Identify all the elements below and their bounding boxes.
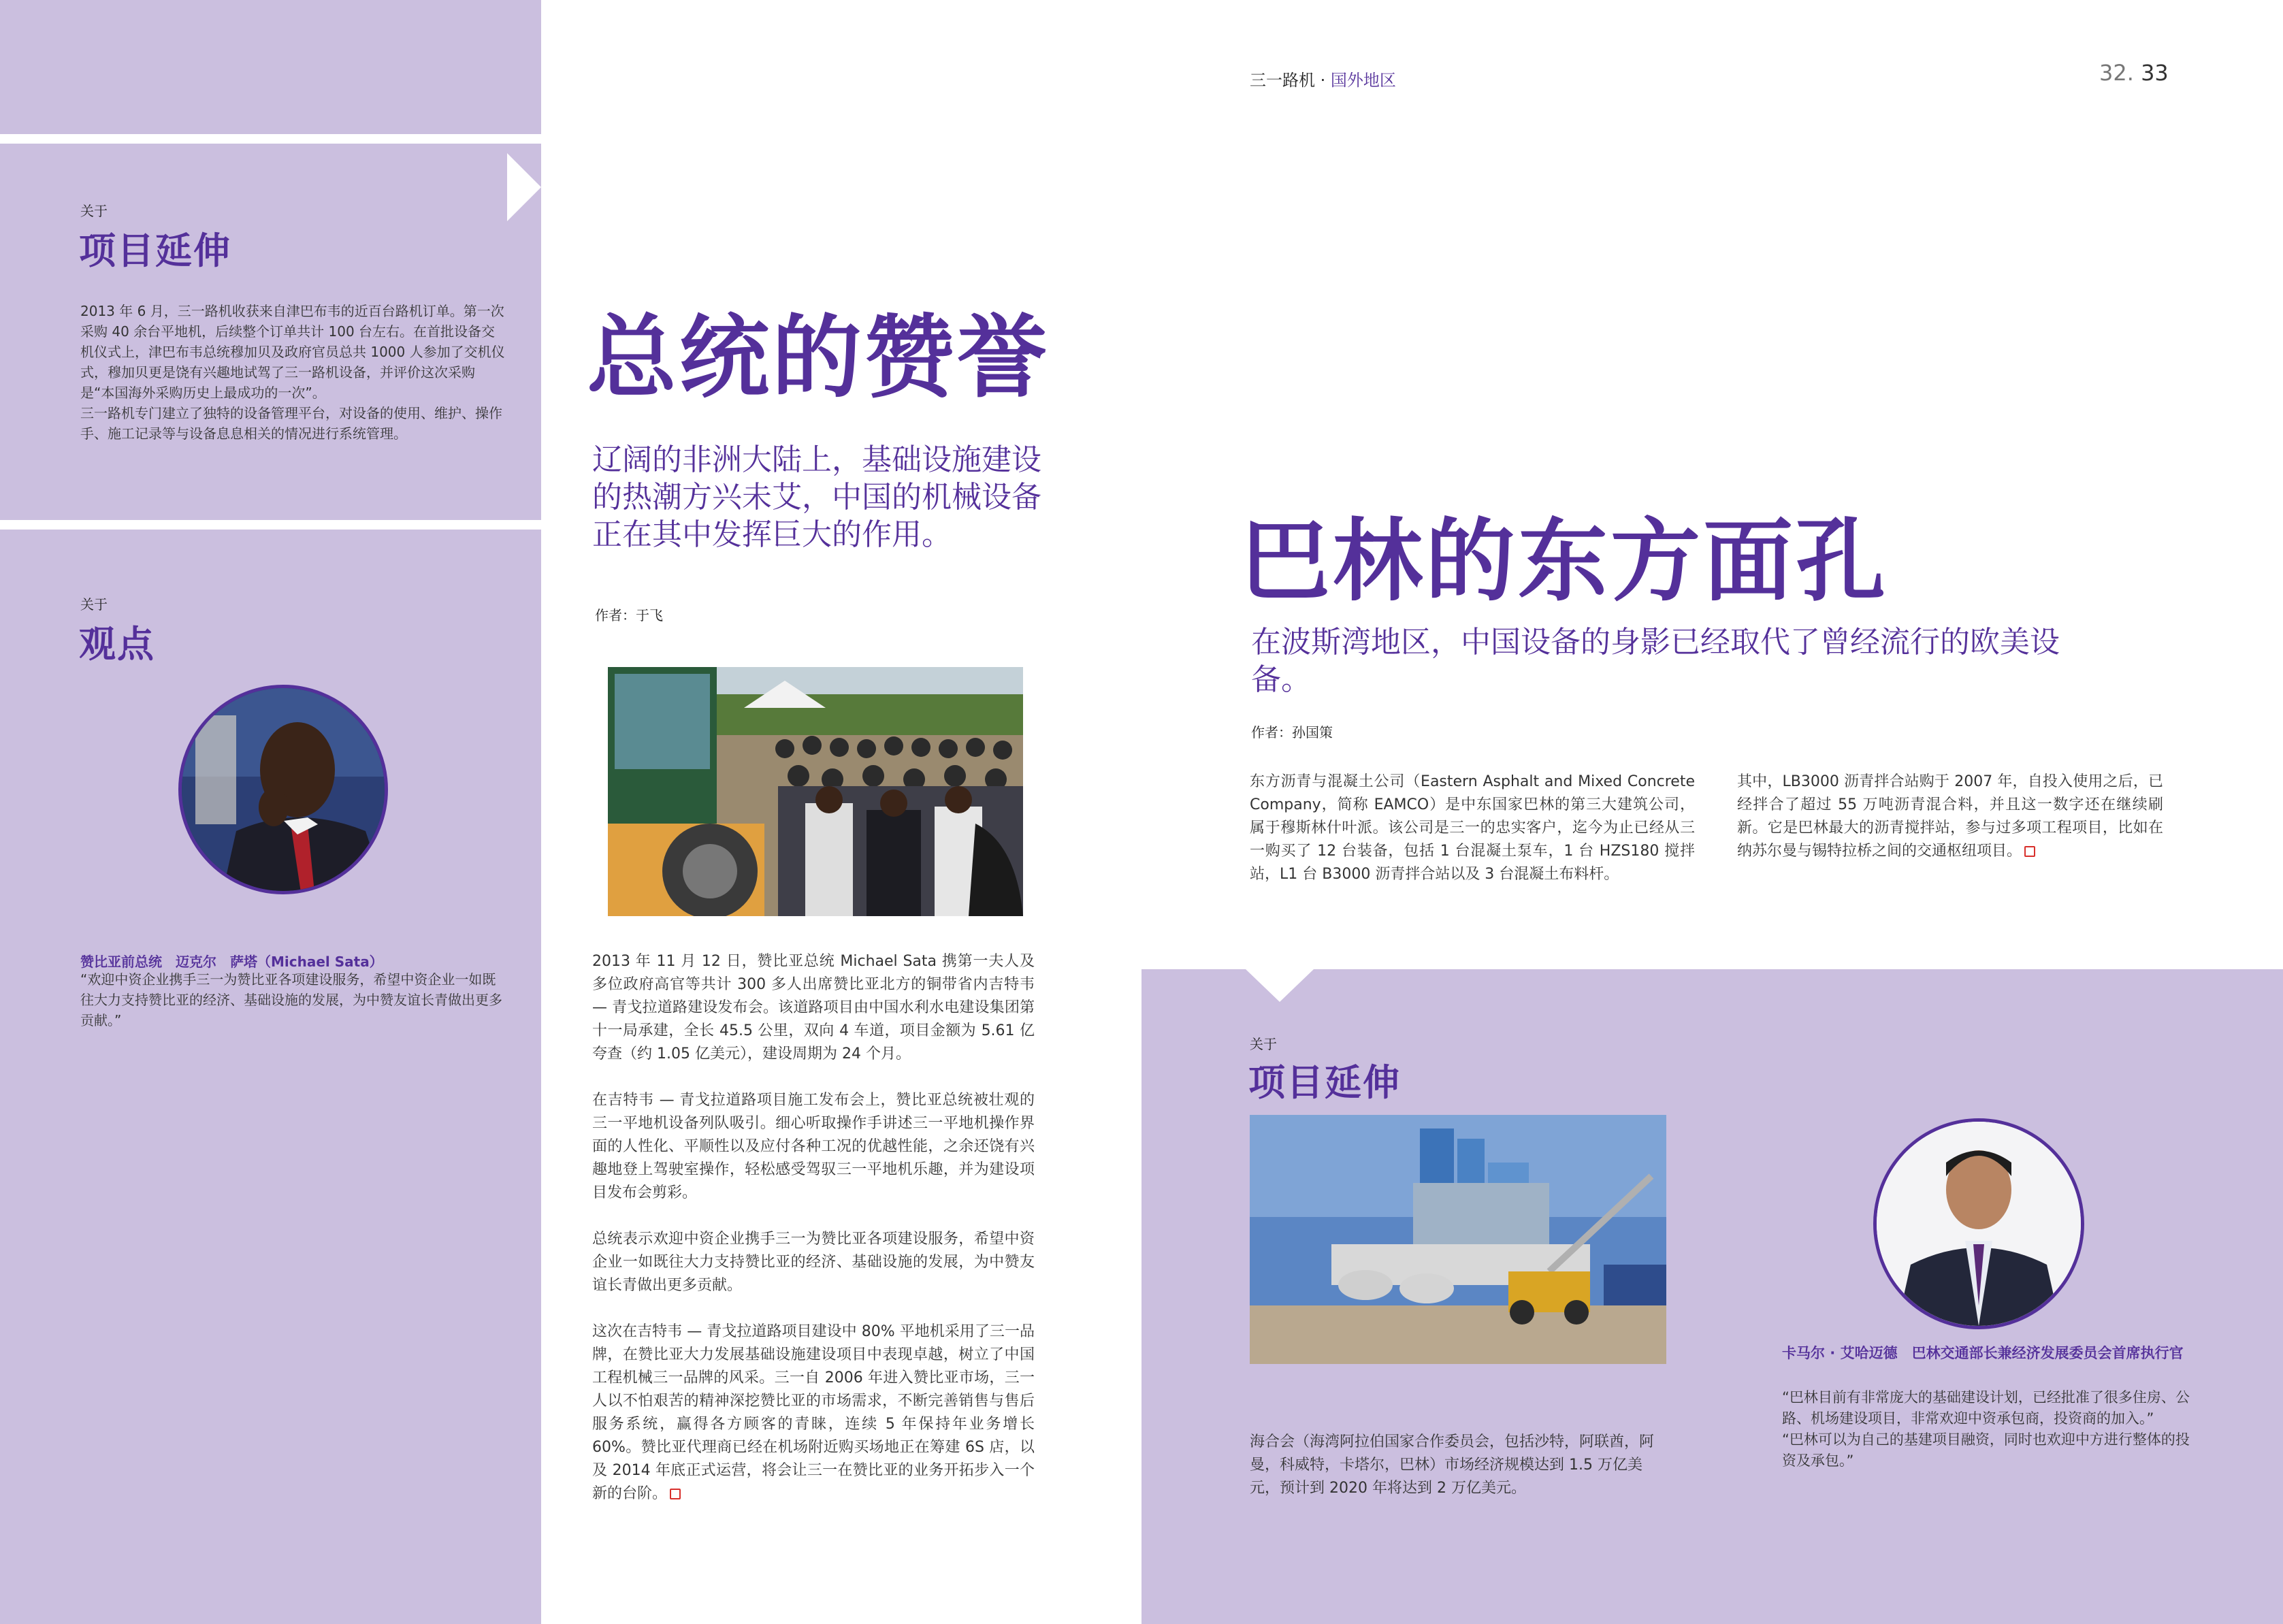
section-label: 关于 [80,596,108,613]
end-mark-icon [2024,846,2035,857]
section-paragraph [80,301,506,444]
page-number-left: 32. [2099,60,2134,86]
panel-notch [507,153,541,221]
portrait-photo [178,685,388,894]
photo-caption: 海合会（海湾阿拉伯国家合作委员会，包括沙特，阿联酋，阿曼，科威特，卡塔尔，巴林）市场经济规模达到 1.5 万亿美元，预计到 2020 年将达到 2 万亿美元。 [1250,1433,1655,1497]
person-caption: 卡马尔 · 艾哈迈德 巴林交通部长兼经济发展委员会首席执行官 [1782,1345,2184,1361]
article-column-1: 东方沥青与混凝土公司（Eastern Asphalt and Mixed Concrete Company，简称 EAMCO）是中东国家巴林的第三大建筑公司，属于穆斯林什叶派。该公司是三一的忠实客户，迄今为止已经从三一购买了 12 台装备，包括 1 台混凝土泵车，1 台 HZS180 搅拌站，L1 台 B3000 沥青拌合站以及 3 台混凝土布料杆。 [1250,773,1695,883]
article-author: 作者：孙国策 [1251,724,1333,741]
plant-photo [1250,1115,1666,1364]
portrait-illustration [182,688,386,892]
article-paragraph-last [592,1320,1035,1506]
section-title: 项目延伸 [79,229,231,272]
section-label: 关于 [1250,1036,1277,1052]
page-number-right: 33 [2141,60,2169,86]
end-mark-icon [670,1489,681,1499]
article-column-2-text: 其中，LB3000 沥青拌合站购于 2007 年，自投入使用之后，已经拌合了超过 55 万吨沥青混合料，并且这一数字还在继续刷新。它是巴林最大的沥青搅拌站，参与过多项工程项目，比如在纳苏尔曼与锡特拉桥之间的交通枢纽项目。 [1737,773,2163,860]
section-label: 关于 [80,203,108,219]
article-paragraph: 总统表示欢迎中资企业携手三一为赞比亚各项建设服务，希望中资企业一如既往大力支持赞比亚的经济、基础设施的发展，为中赞友谊长青做出更多贡献。 [592,1231,1035,1294]
paragraph-1: 2013 年 6 月，三一路机收获来自津巴布韦的近百台路机订单。第一次采购 40 余台平地机，后续整个订单共计 100 台左右。在首批设备交机仪式上，津巴布韦总统穆加贝及政府官员总共 1000 人参加了交机仪式，穆加贝更是饶有兴趣地试驾了三一路机设备，并评价这次采购是“本国海外采购历史上最成功的一次”。 [80,303,505,401]
paragraph-2: 三一路机专门建立了独特的设备管理平台，对设备的使用、维护、操作手、施工记录等与设备息息相关的情况进行系统管理。 [80,405,502,442]
left-panel-top-strip [0,0,541,134]
panel-notch [1246,969,1314,1002]
plant-photo-illustration [1250,1115,1666,1364]
article-subtitle: 辽阔的非洲大陆上，基础设施建设的热潮方兴未艾，中国的机械设备正在其中发挥巨大的作用。 [592,442,1041,552]
header-prefix: 三一路机 · [1250,71,1331,90]
article-title: 巴林的东方面孔 [1240,509,1888,614]
article-body [592,950,1035,1529]
article-title: 总统的赞誉 [587,306,1050,410]
article-column-2 [1737,770,2163,863]
quote-2: “巴林可以为自己的基建项目融资，同时也欢迎中方进行整体的投资及承包。” [1782,1431,2190,1469]
event-photo [608,667,1023,916]
event-photo-illustration [608,667,1023,916]
quote-1: “巴林目前有非常庞大的基础建设计划，已经批准了很多住房、公路、机场建设项目，非常欢迎中资承包商，投资商的加入。” [1782,1389,2190,1427]
article-paragraph: 2013 年 11 月 12 日，赞比亚总统 Michael Sata 携第一夫人及多位政府高官等共计 300 多人出席赞比亚北方的铜带省内吉特韦 — 青戈拉道路建设发布会。该道路项目由中国水利水电建设集团第十一局承建，全长 45.5 公里，双向 4 车道，项目金额为 5.61 亿夸查（约 1.05 亿美元），建设周期为 24 个月。 [592,953,1035,1062]
section-title: 观点 [79,623,155,666]
person-quote [1782,1387,2196,1472]
article-paragraph-text: 这次在吉特韦 — 青戈拉道路项目建设中 80% 平地机采用了三一品牌，在赞比亚大力发展基础设施建设项目中表现卓越，树立了中国工程机械三一品牌的风采。三一自 2006 年进入赞比亚市场，三一人以不怕艰苦的精神深挖赞比亚的市场需求，不断完善销售与售后服务系统，赢得各方顾客的青睐，连续 5 年保持年业务增长 60%。赞比亚代理商已经在机场附近购买场地正在筹建 6S 店，以及 2014 年底正式运营，将会让三一在赞比亚的业务开拓步入一个新的台阶。 [592,1323,1035,1502]
header-section: 国外地区 [1330,71,1396,90]
running-header [1250,67,1396,91]
portrait-photo [1873,1118,2084,1329]
article-subtitle: 在波斯湾地区，中国设备的身影已经取代了曾经流行的欧美设备。 [1251,625,2060,697]
person-quote: “欢迎中资企业携手三一为赞比亚各项建设服务，希望中资企业一如既往大力支持赞比亚的经济、基础设施的发展，为中赞友谊长青做出更多贡献。” [80,971,502,1028]
portrait-illustration [1877,1122,2081,1326]
article-author: 作者：于飞 [595,607,663,623]
person-caption: 赞比亚前总统 迈克尔 萨塔（Michael Sata） [80,954,383,970]
section-title: 项目延伸 [1248,1061,1401,1104]
page-numbers [2099,60,2169,86]
article-paragraph: 在吉特韦 — 青戈拉道路项目施工发布会上，赞比亚总统被壮观的三一平地机设备列队吸引。细心听取操作手讲述三一平地机操作界面的人性化、平顺性以及应付各种工况的优越性能，之余还饶有兴趣地登上驾驶室操作，轻松感受驾驭三一平地机乐趣，并为建设项目发布会剪彩。 [592,1092,1035,1201]
